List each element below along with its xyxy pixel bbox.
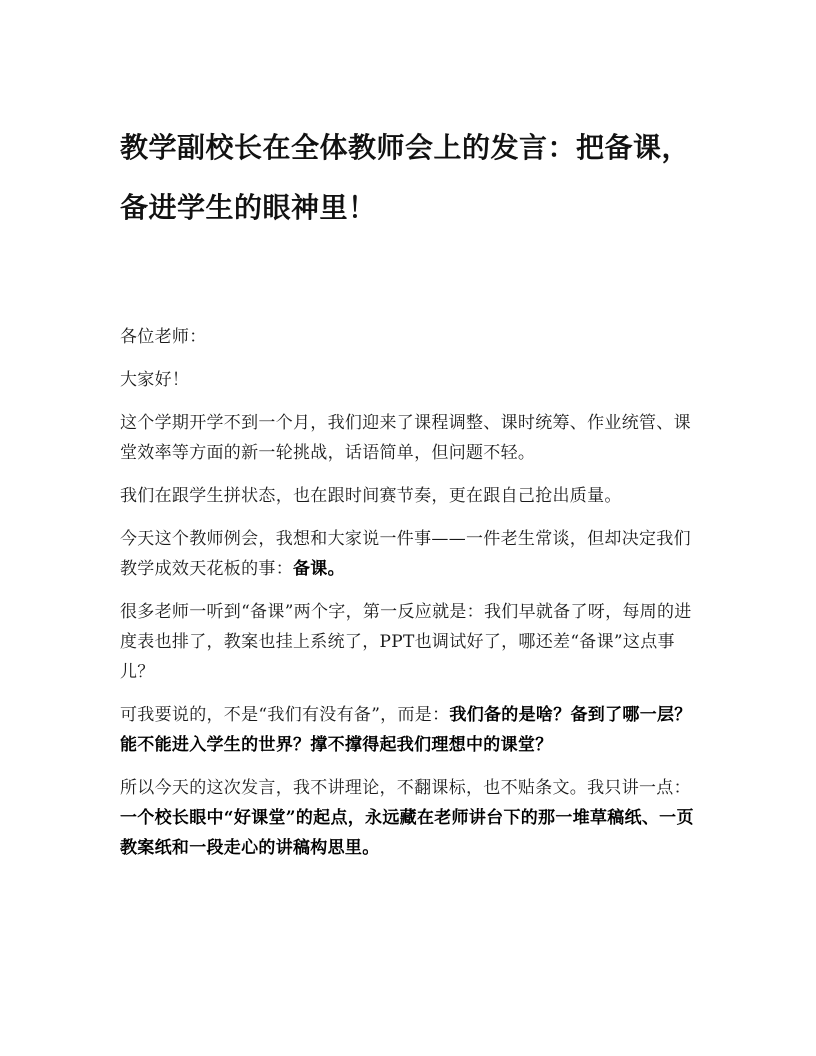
paragraph-text: 各位老师： (120, 327, 207, 347)
paragraph (120, 700, 696, 760)
paragraph (120, 524, 696, 584)
paragraph (120, 365, 696, 395)
paragraph (120, 481, 696, 511)
highlighted-text: 一个校长眼中“好课堂”的起点，永远藏在老师讲台下的那一堆草稿纸、一页教案纸和一段走心的讲稿构思里。 (120, 808, 694, 858)
paragraph-text: 所以今天的这次发言，我不讲理论，不翻课标，也不贴条文。我只讲一点： (120, 778, 691, 798)
document-page (120, 118, 696, 876)
paragraph-text: 今天这个教师例会，我想和大家说一件事——一件老生常谈，但却决定我们教学成效天花板的事： (120, 529, 691, 579)
document-title: 教学副校长在全体教师会上的发言：把备课，备进学生的眼神里！ (120, 131, 691, 224)
paragraph-text: 我们在跟学生拼状态，也在跟时间赛节奏，更在跟自己抢出质量。 (120, 486, 622, 506)
paragraph (120, 322, 696, 352)
highlighted-text: 我们备的是啥？备到了哪一层？能不能进入学生的世界？撑不撑得起我们理想中的课堂？ (120, 705, 692, 755)
paragraph-text: 可我要说的，不是“我们有没有备”，而是： (120, 705, 450, 725)
paragraph-text: 这个学期开学不到一个月，我们迎来了课程调整、课时统筹、作业统管、课堂效率等方面的新一轮挑战，话语简单，但问题不轻。 (120, 413, 691, 463)
paragraph-text: 很多老师一听到“备课”两个字，第一反应就是：我们早就备了呀，每周的进度表也排了，教案也挂上系统了，PPT也调试好了，哪还差“备课”这点事儿？ (120, 602, 692, 682)
document-body (120, 322, 696, 863)
highlighted-text: 备课。 (293, 559, 345, 579)
paragraph (120, 773, 696, 863)
paragraph (120, 597, 696, 687)
paragraph (120, 408, 696, 468)
paragraph-text: 大家好！ (120, 370, 190, 390)
